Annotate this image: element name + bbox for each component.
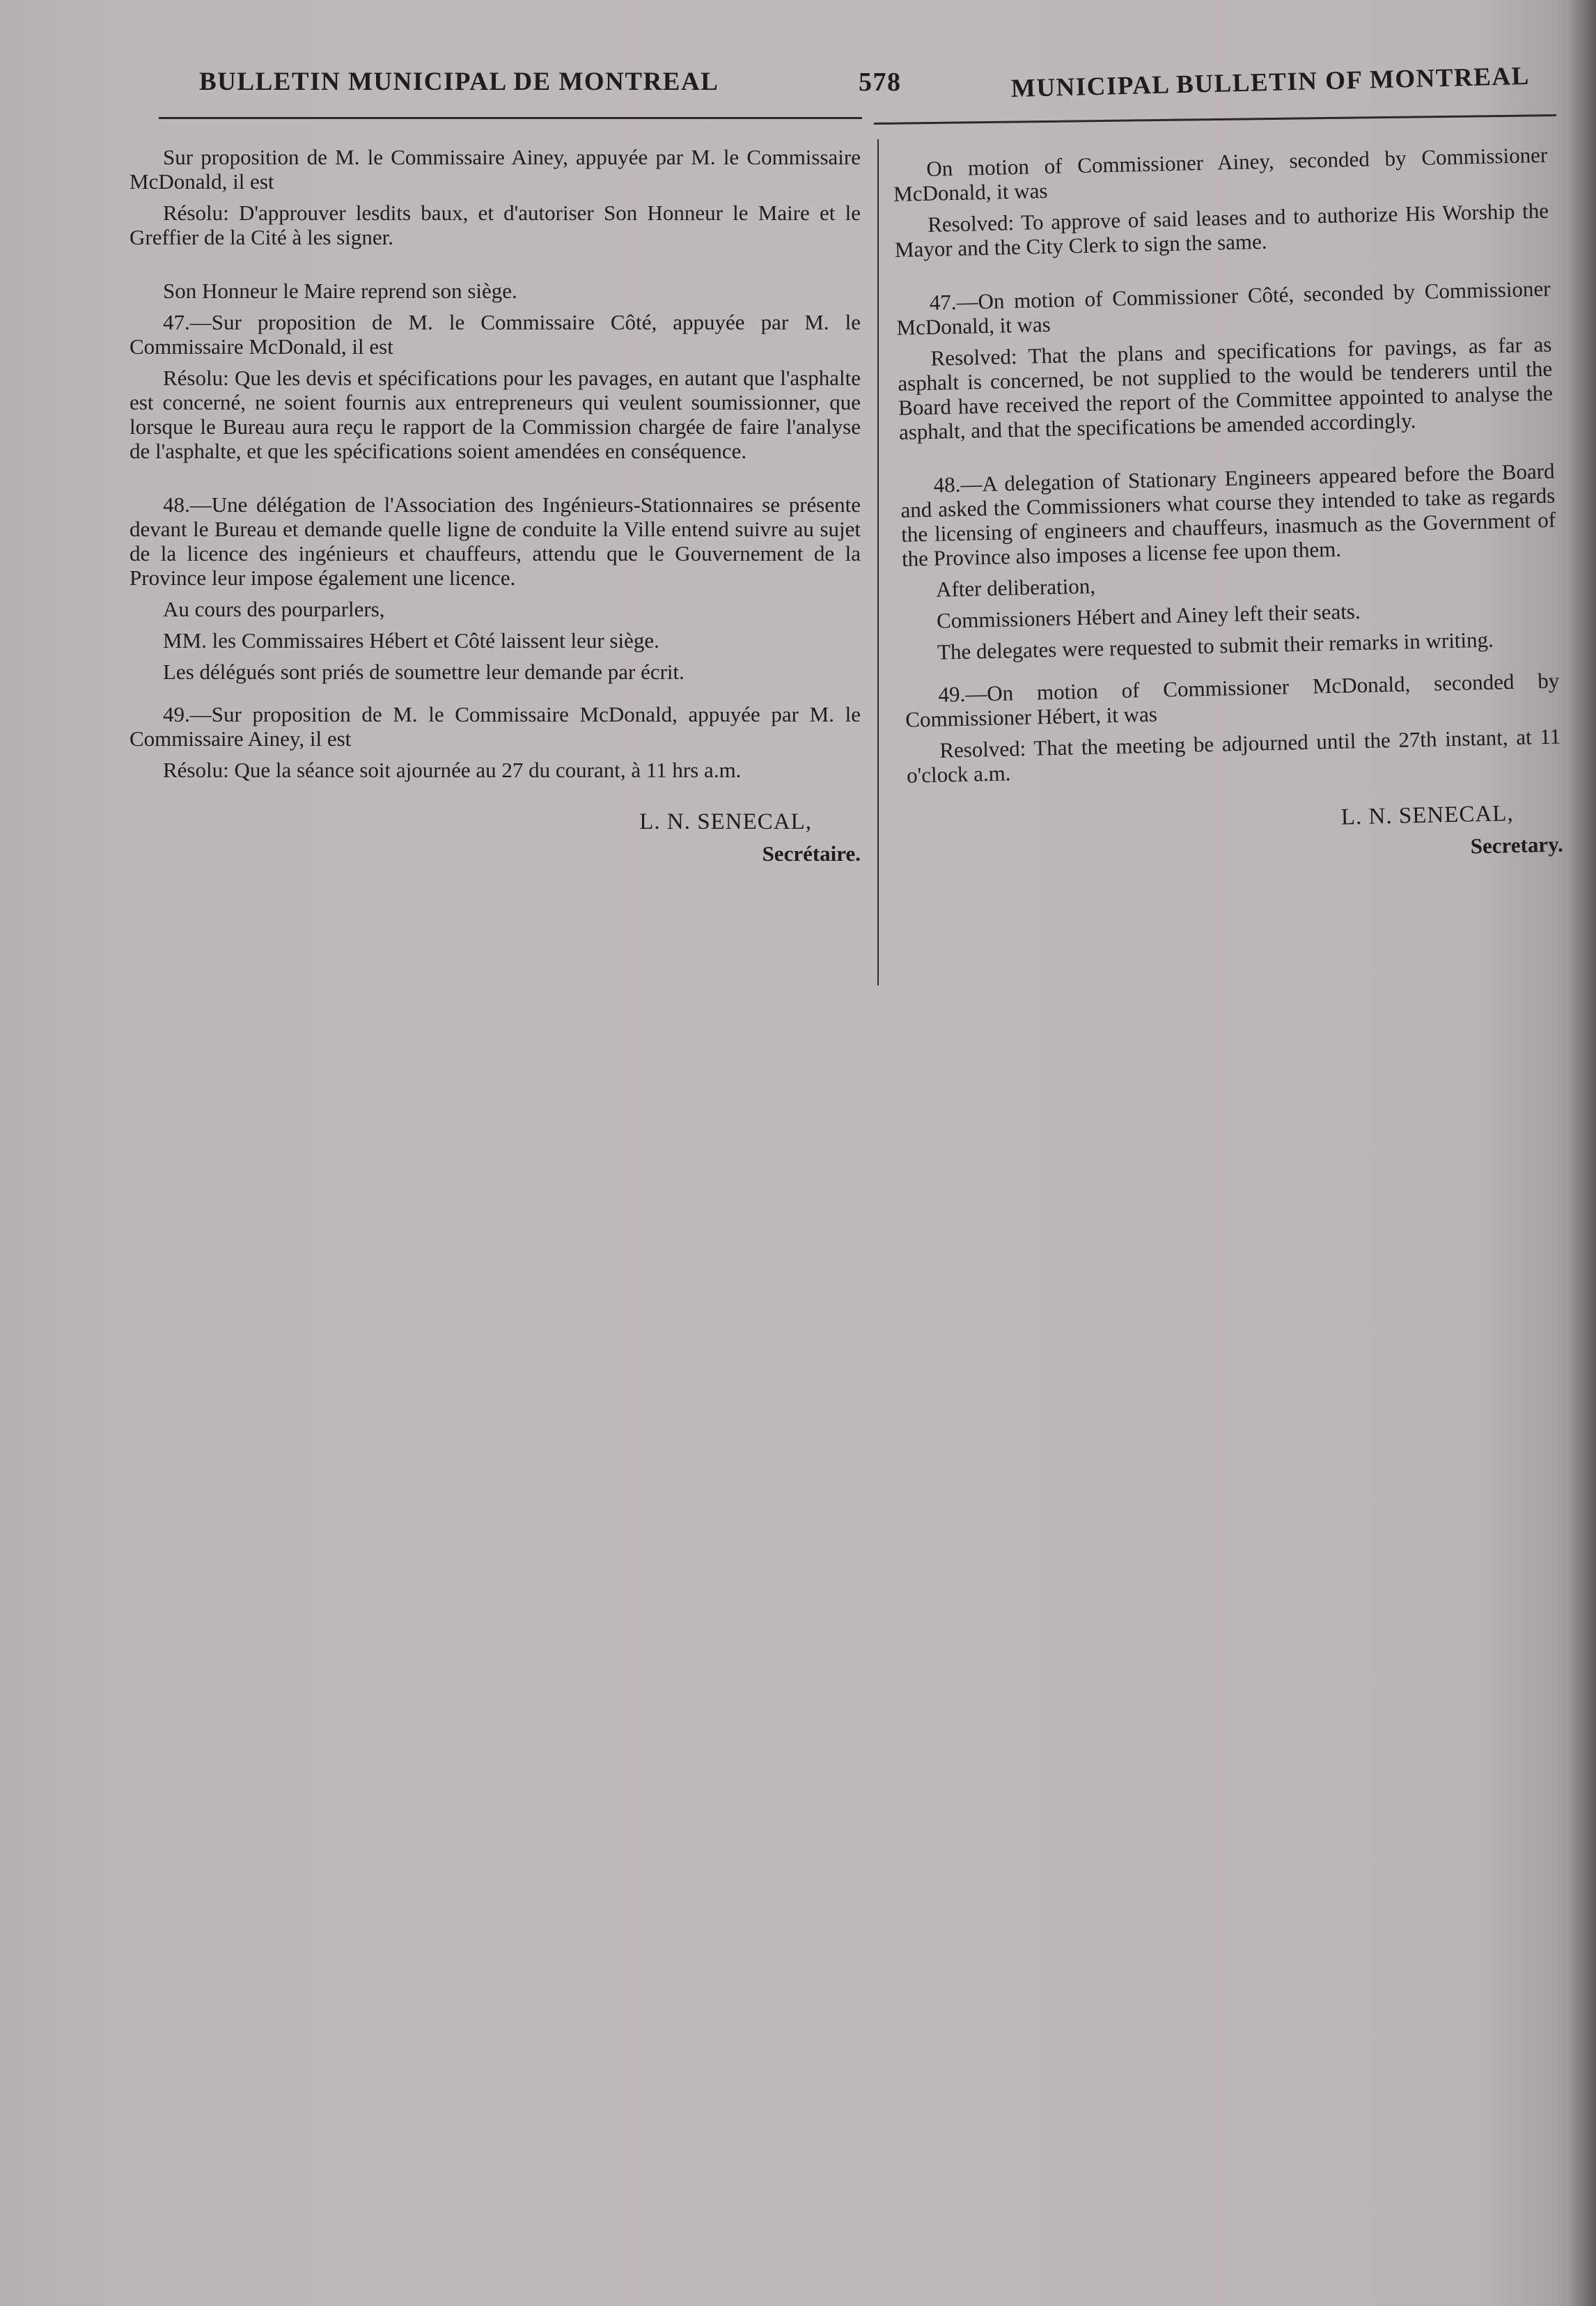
- en-paragraph: Resolved: To approve of said leases and to authorize His Worship the Mayor and the City Clerk to sign the same.: [894, 198, 1549, 262]
- fr-paragraph: Les délégués sont priés de soumettre leur demande par écrit.: [163, 660, 684, 684]
- fr-paragraph: Sur proposition de M. le Commissaire Ainey, appuyée par M. le Commissaire McDonald, il est: [130, 145, 861, 194]
- binding-shadow: [1568, 0, 1596, 2306]
- page-number: 578: [859, 68, 902, 97]
- en-paragraph: Resolved: That the meeting be adjourned until the 27th instant, at 11 o'clock a.m.: [906, 724, 1561, 788]
- fr-paragraph: Au cours des pourparlers,: [163, 597, 385, 621]
- en-paragraph: 49.—On motion of Commissioner McDonald, seconded by Commissioner Hébert, it was: [905, 668, 1560, 732]
- fr-paragraph: 48.—Une délégation de l'Association des Ingénieurs-Stationnaires se présente devant le Bureau et demande quelle ligne de conduite la Ville entend suivre au sujet de la licence des ingénieurs et chauffeurs, attendu que le Gouvernement de la Province leur impose également une licence.: [130, 492, 861, 590]
- fr-paragraph: 49.—Sur proposition de M. le Commissaire McDonald, appuyée par M. le Commissaire Ainey, il est: [130, 702, 861, 751]
- fr-signature-name: L. N. SENECAL,: [639, 809, 812, 834]
- fr-signature-title: Secrétaire.: [762, 841, 861, 866]
- fr-paragraph: 47.—Sur proposition de M. le Commissaire Côté, appuyée par M. le Commissaire McDonald, il est: [130, 310, 861, 359]
- fr-paragraph: Son Honneur le Maire reprend son siège.: [163, 279, 517, 303]
- fr-paragraph: Résolu: Que les devis et spécifications pour les pavages, en autant que l'asphalte est concerné, ne soient fournis aux entrepreneurs qui veulent soumissionner, que lorsque le Bureau aura reçu le rapport de la Commission chargée de faire l'analyse de l'asphalte, et que les spécifications soient amendées en conséquence.: [130, 366, 861, 463]
- header-rule-left: [159, 117, 862, 119]
- en-paragraph: After deliberation,: [935, 573, 1096, 602]
- en-signature-name: L. N. SENECAL,: [1340, 801, 1515, 830]
- en-paragraph: On motion of Commissioner Ainey, seconded by Commissioner McDonald, it was: [893, 142, 1548, 206]
- french-column: [130, 145, 861, 873]
- en-signature-title: Secretary.: [1470, 832, 1564, 859]
- fr-paragraph: MM. les Commissaires Hébert et Côté laissent leur siège.: [163, 628, 659, 653]
- fr-paragraph: Résolu: Que la séance soit ajournée au 27 du courant, à 11 hrs a.m.: [163, 758, 742, 782]
- en-paragraph: 48.—A delegation of Stationary Engineers appeared before the Board and asked the Commissioners what course they intended to take as regards the licensing of engineers and chauffeurs, inasmuch as the Government of the Province also imposes a license fee upon them.: [900, 458, 1556, 571]
- header-title-english: MUNICIPAL BULLETIN OF MONTREAL: [1010, 61, 1531, 103]
- header-title-french: BULLETIN MUNICIPAL DE MONTREAL: [199, 68, 719, 96]
- en-paragraph: Commissioners Hébert and Ainey left their seats.: [936, 598, 1361, 633]
- fr-paragraph: Résolu: D'approuver lesdits baux, et d'autoriser Son Honneur le Maire et le Greffier de la Cité à les signer.: [130, 201, 861, 249]
- column-divider: [877, 139, 879, 985]
- en-paragraph: Resolved: That the plans and specifications for pavings, as far as asphalt is concerned, be not supplied to the would be tenderers until the Board have received the report of the Committee appointed to analyse the asphalt, and that the specifications be amended accordingly.: [897, 332, 1554, 444]
- english-column: [893, 143, 1563, 878]
- en-paragraph: The delegates were requested to submit their remarks in writing.: [937, 627, 1494, 664]
- en-paragraph: 47.—On motion of Commissioner Côté, seconded by Commissioner McDonald, it was: [896, 276, 1551, 340]
